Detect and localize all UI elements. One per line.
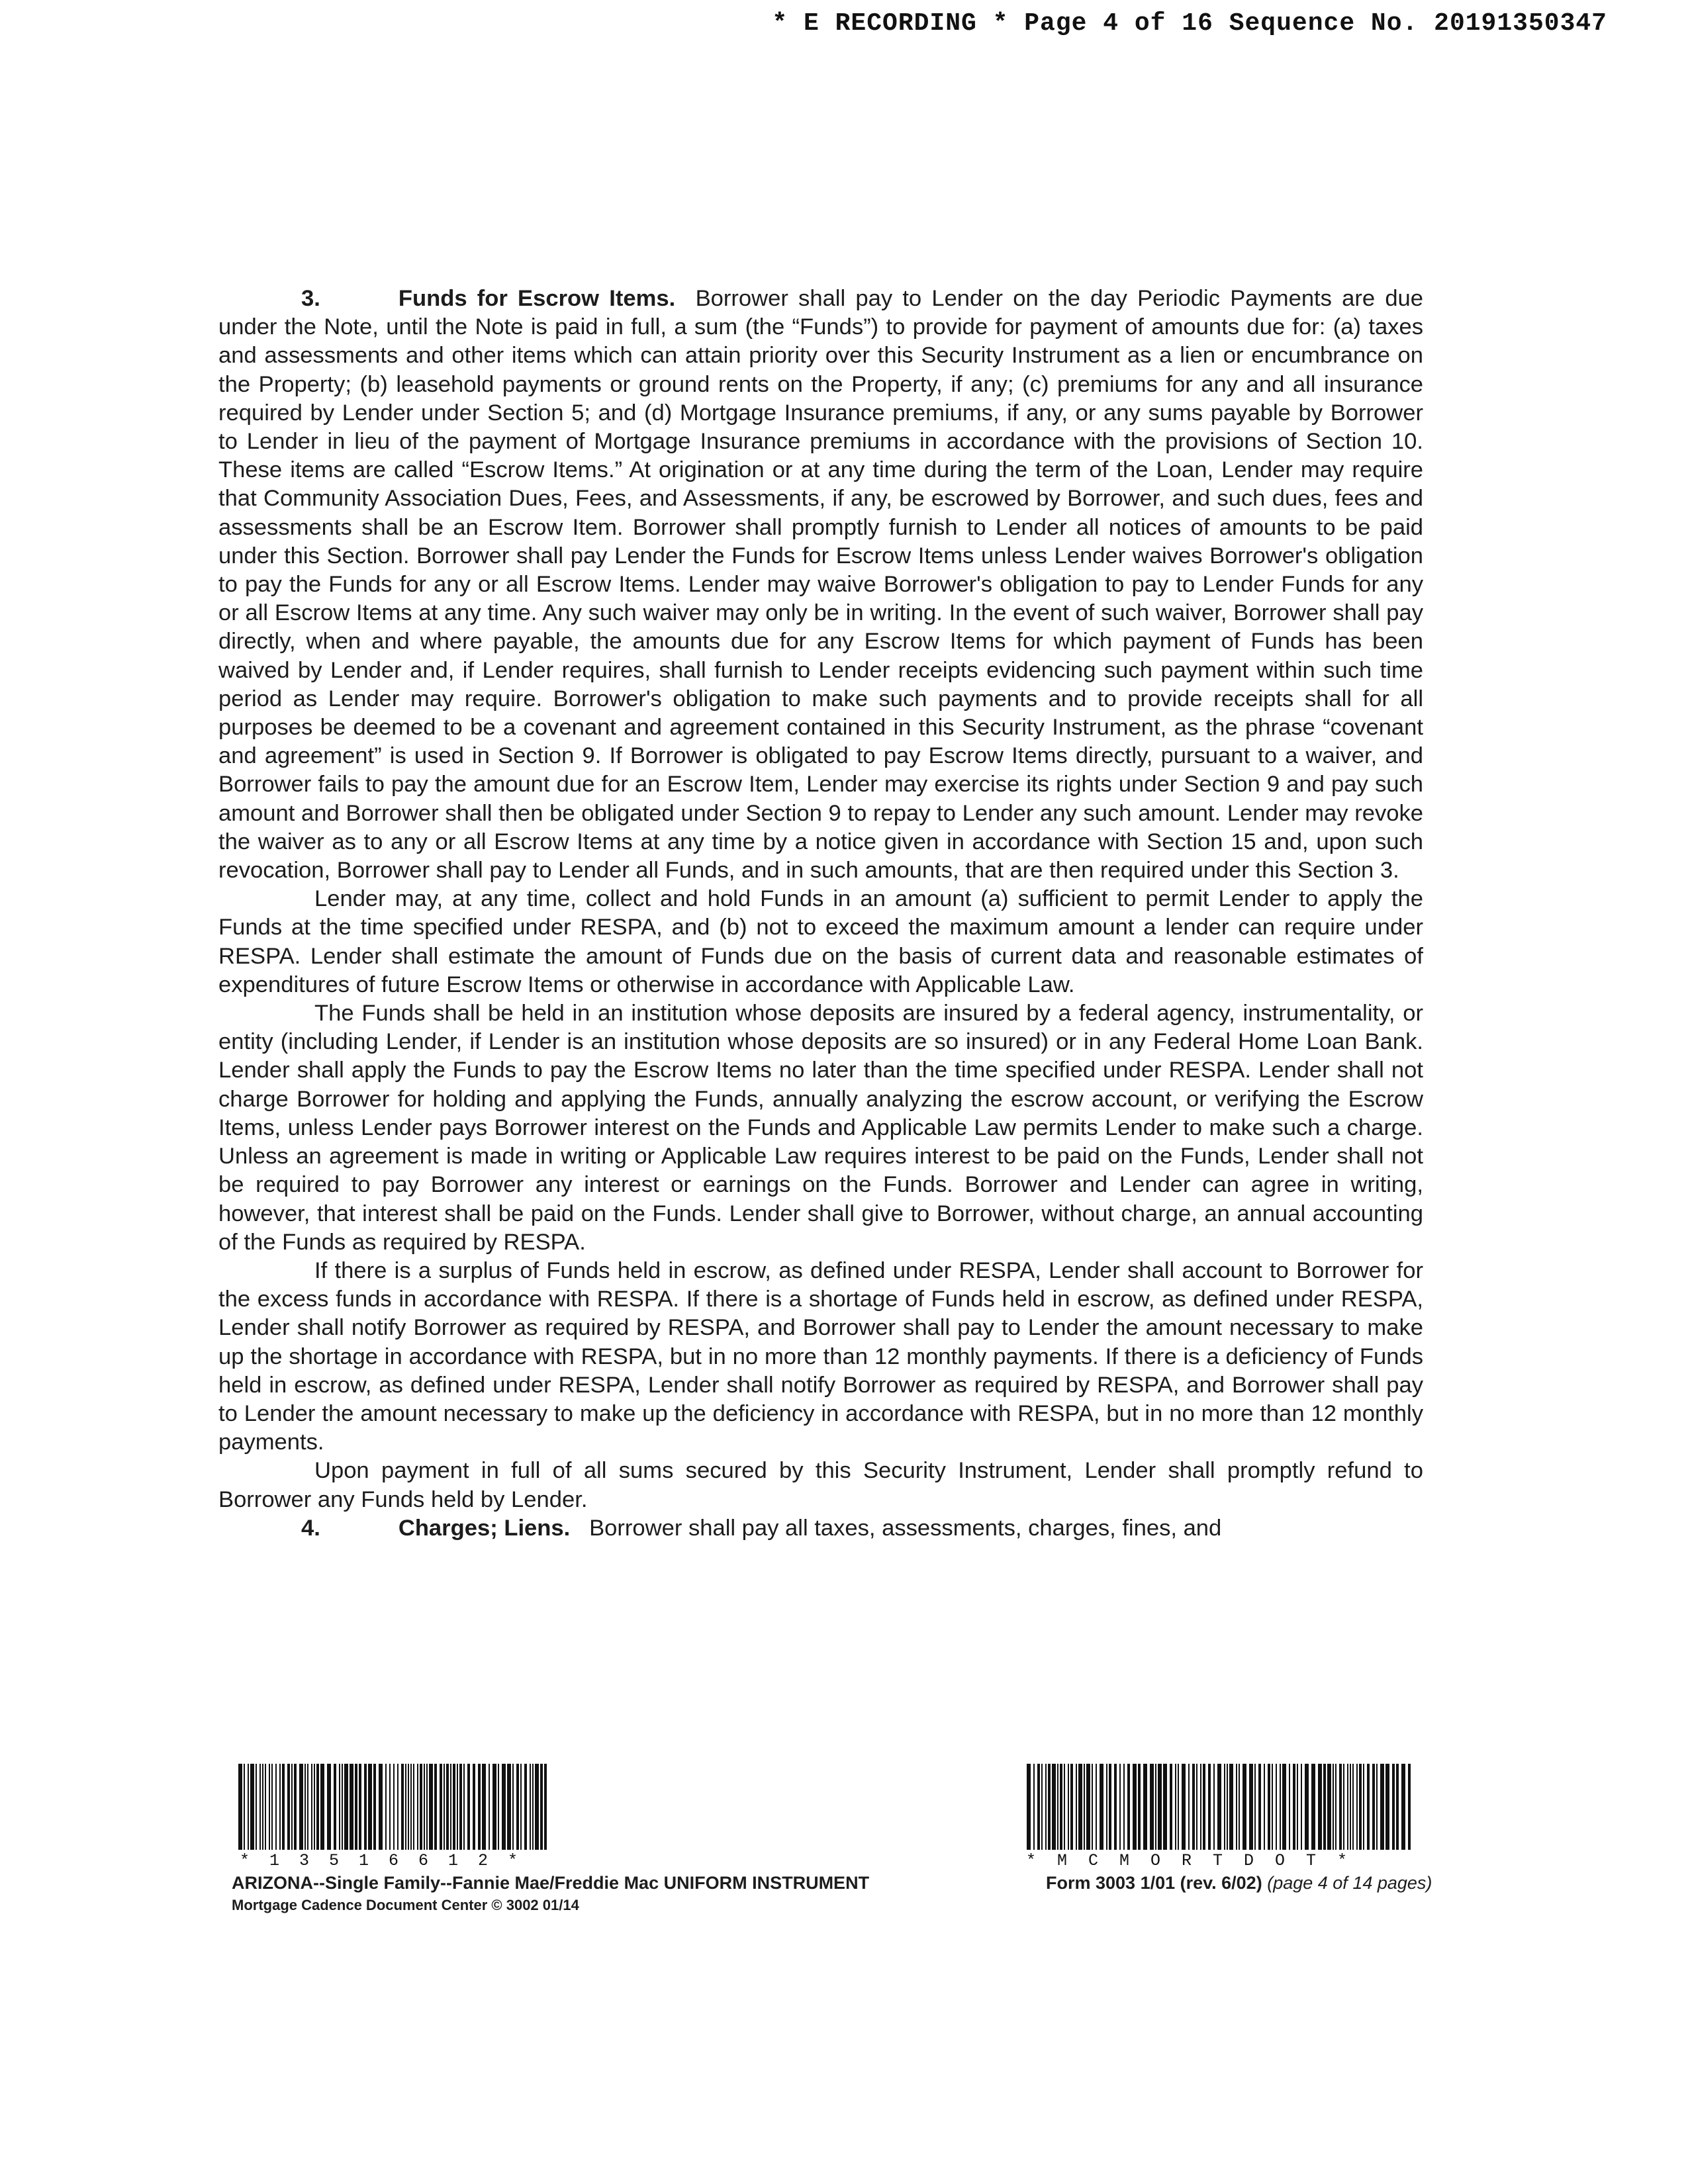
- barcode-bar: [1276, 1764, 1277, 1850]
- barcode-bar: [1318, 1764, 1322, 1850]
- barcode-bar: [1347, 1764, 1348, 1850]
- form-title: ARIZONA--Single Family--Fannie Mae/Freddie Mac UNIFORM INSTRUMENT: [232, 1873, 870, 1893]
- barcode-bar: [1236, 1764, 1237, 1850]
- barcode-bar: [1127, 1764, 1130, 1850]
- form-number: [1046, 1873, 1432, 1893]
- barcode-bar: [1178, 1764, 1179, 1850]
- barcode-bar: [389, 1764, 391, 1850]
- recording-header: * E RECORDING * Page 4 of 16 Sequence No. 20191350347: [772, 9, 1607, 38]
- barcode-bar: [393, 1764, 395, 1850]
- barcode-bar: [473, 1764, 475, 1850]
- barcode-bar: [334, 1764, 336, 1850]
- barcode-bar: [498, 1764, 499, 1850]
- barcode-bar: [265, 1764, 266, 1850]
- barcode-bar: [1213, 1764, 1215, 1850]
- barcode-left-caption: *13516612*: [240, 1851, 538, 1870]
- barcode-bar: [307, 1764, 308, 1850]
- barcode-bar: [248, 1764, 249, 1850]
- barcode-bar: [417, 1764, 418, 1850]
- barcode-bar: [1155, 1764, 1156, 1850]
- barcode-bar: [1133, 1764, 1137, 1850]
- barcode-bar: [1323, 1764, 1326, 1850]
- document-body: [218, 285, 1423, 1543]
- section-3-number: 3.: [301, 286, 320, 311]
- barcode-bar: [344, 1764, 348, 1850]
- barcode-bar: [1254, 1764, 1256, 1850]
- barcode-bar: [397, 1764, 399, 1850]
- barcode-bar: [1188, 1764, 1190, 1850]
- barcode-bar: [1076, 1764, 1077, 1850]
- barcode-bar: [1239, 1764, 1240, 1850]
- form-source: Mortgage Cadence Document Center © 3002 01/14: [232, 1897, 579, 1913]
- barcode-bar: [262, 1764, 263, 1850]
- barcode-bar: [379, 1764, 383, 1850]
- barcode-bar: [1045, 1764, 1047, 1850]
- barcode-bar: [294, 1764, 297, 1850]
- barcode-bar: [1249, 1764, 1253, 1850]
- barcode-bar: [1086, 1764, 1090, 1850]
- barcode-bar: [1268, 1764, 1270, 1850]
- form-id: Form 3003 1/01 (rev. 6/02): [1046, 1873, 1262, 1893]
- barcode-bar: [1150, 1764, 1154, 1850]
- barcode-bar: [373, 1764, 376, 1850]
- form-page-count: (page 4 of 14 pages): [1267, 1873, 1432, 1893]
- barcode-bar: [516, 1764, 519, 1850]
- barcode-bar: [1385, 1764, 1389, 1850]
- barcode-bar: [1217, 1764, 1221, 1850]
- barcode-bar: [1109, 1764, 1111, 1850]
- barcode-bar: [1048, 1764, 1051, 1850]
- barcode-bar: [1335, 1764, 1336, 1850]
- barcode-bar: [413, 1764, 414, 1850]
- barcode-bar: [350, 1764, 353, 1850]
- section-3-paragraph-3: The Funds shall be held in an institution whose deposits are insured by a federal agency, instrumentality, or entity (including Lender, if Lender is an institution whose deposits are so insured) or in any Federal Home Loan Bank. Lender shall apply the Funds to pay the Escrow Items no later than the time specified under RESPA. Lender shall not charge Borrower for holding and applying the Funds, annually analyzing the escrow account, or verifying the Escrow Items, unless Lender pays Borrower interest on the Funds and Applicable Law permits Lender to make such a charge. Unless an agreement is made in writing or Applicable Law requires interest to be paid on the Funds, Lender shall not be required to pay Borrower any interest or earnings on the Funds. Borrower and Lender can agree in writing, however, that interest shall be paid on the Funds. Lender shall give to Borrower, without charge, an annual accounting of the Funds as required by RESPA.: [218, 1001, 1423, 1255]
- barcode-bar: [492, 1764, 496, 1850]
- barcode-bar: [463, 1764, 465, 1850]
- barcode-bar: [1352, 1764, 1354, 1850]
- barcode-bar: [401, 1764, 404, 1850]
- section-3-heading: Funds for Escrow Items.: [398, 286, 676, 311]
- barcode-bar: [426, 1764, 428, 1850]
- barcode-bar: [1208, 1764, 1211, 1850]
- barcode-bar: [429, 1764, 433, 1850]
- barcode-bar: [446, 1764, 449, 1850]
- barcode-bar: [1064, 1764, 1065, 1850]
- barcode-bar: [444, 1764, 445, 1850]
- barcode-bar: [1143, 1764, 1147, 1850]
- barcode-bar: [512, 1764, 514, 1850]
- section-4-text: Borrower shall pay all taxes, assessments, charges, fines, and: [589, 1515, 1222, 1541]
- barcode-bar: [1339, 1764, 1342, 1850]
- barcode-bar: [1350, 1764, 1351, 1850]
- barcode-bar: [1027, 1764, 1031, 1850]
- barcode-bar: [282, 1764, 285, 1850]
- barcode-bar: [1200, 1764, 1201, 1850]
- barcode-bar: [1203, 1764, 1205, 1850]
- barcode-bar: [1359, 1764, 1362, 1850]
- barcode-bar: [540, 1764, 543, 1850]
- barcode-bar: [1392, 1764, 1395, 1850]
- barcode-bar: [450, 1764, 451, 1850]
- barcode-bar: [1182, 1764, 1186, 1850]
- barcode-bar: [342, 1764, 343, 1850]
- section-3-paragraph-2: Lender may, at any time, collect and hold Funds in an amount (a) sufficient to permit Lender to apply the Funds at the time specified under RESPA, and (b) not to exceed the maximum amount a lender can require under RESPA. Lender shall estimate the amount of Funds due on the basis of current data and reasonable estimates of expenditures of future Escrow Items or otherwise in accordance with Applicable Law.: [218, 886, 1423, 997]
- barcode-bar: [457, 1764, 458, 1850]
- barcode-bar: [1078, 1764, 1082, 1850]
- barcode-bar: [1396, 1764, 1399, 1850]
- barcode-bar: [459, 1764, 462, 1850]
- barcode-bar: [1380, 1764, 1384, 1850]
- barcode-bar: [259, 1764, 261, 1850]
- barcode-bar: [1401, 1764, 1405, 1850]
- barcode-left: [238, 1764, 551, 1850]
- barcode-bar: [424, 1764, 425, 1850]
- barcode-bar: [1272, 1764, 1273, 1850]
- barcode-bar: [305, 1764, 306, 1850]
- barcode-bar: [420, 1764, 422, 1850]
- barcode-bar: [405, 1764, 406, 1850]
- barcode-bar: [502, 1764, 506, 1850]
- barcode-bar: [269, 1764, 270, 1850]
- barcode-bar: [256, 1764, 257, 1850]
- barcode-bar: [1227, 1764, 1228, 1850]
- barcode-bar: [1170, 1764, 1172, 1850]
- barcode-bar: [520, 1764, 522, 1850]
- barcode-bar: [1106, 1764, 1107, 1850]
- barcode-bar: [1052, 1764, 1056, 1850]
- barcode-bar: [1243, 1764, 1246, 1850]
- barcode-bar: [1057, 1764, 1058, 1850]
- barcode-bar: [1327, 1764, 1331, 1850]
- barcode-right-caption: *MCMORTDOT*: [1026, 1851, 1369, 1870]
- barcode-bar: [291, 1764, 293, 1850]
- barcode-bar: [1305, 1764, 1309, 1850]
- barcode-bar: [1070, 1764, 1073, 1850]
- barcode-bar: [1311, 1764, 1315, 1850]
- barcode-bar: [238, 1764, 242, 1850]
- barcode-right: [1027, 1764, 1412, 1850]
- barcode-bar: [434, 1764, 437, 1850]
- section-3-paragraph-5: Upon payment in full of all sums secured by this Security Instrument, Lender shall promptly refund to Borrower any Funds held by Lender.: [218, 1458, 1423, 1512]
- barcode-bar: [1163, 1764, 1167, 1850]
- barcode-bar: [1293, 1764, 1295, 1850]
- section-3-paragraph-4: If there is a surplus of Funds held in escrow, as defined under RESPA, Lender shall account to Borrower for the excess funds in accordance with RESPA. If there is a shortage of Funds held in escrow, as defined under RESPA, Lender shall notify Borrower as required by RESPA, and Borrower shall pay to Lender the amount necessary to make up the shortage in accordance with RESPA, but in no more than 12 monthly payments. If there is a deficiency of Funds held in escrow, as defined under RESPA, Lender shall notify Borrower as required by RESPA, and Borrower shall pay to Lender the amount necessary to make up the deficiency in accordance with RESPA, but in no more than 12 monthly payments.: [218, 1257, 1423, 1455]
- barcode-bar: [359, 1764, 361, 1850]
- barcode-bar: [1068, 1764, 1069, 1850]
- barcode-bar: [287, 1764, 290, 1850]
- barcode-bar: [271, 1764, 273, 1850]
- barcode-bar: [489, 1764, 490, 1850]
- barcode-bar: [1138, 1764, 1141, 1850]
- barcode-bar: [1408, 1764, 1411, 1850]
- barcode-bar: [1376, 1764, 1378, 1850]
- barcode-bar: [1096, 1764, 1097, 1850]
- barcode-bar: [1114, 1764, 1117, 1850]
- barcode-bar: [250, 1764, 254, 1850]
- barcode-bar: [1060, 1764, 1062, 1850]
- barcode-bar: [532, 1764, 534, 1850]
- barcode-bar: [1192, 1764, 1195, 1850]
- barcode-bar: [368, 1764, 372, 1850]
- barcode-bar: [299, 1764, 303, 1850]
- barcode-bar: [1367, 1764, 1370, 1850]
- barcode-bar: [1356, 1764, 1358, 1850]
- barcode-bar: [410, 1764, 412, 1850]
- barcode-bar: [1289, 1764, 1290, 1850]
- barcode-bar: [1301, 1764, 1302, 1850]
- barcode-bar: [1196, 1764, 1197, 1850]
- barcode-bar: [440, 1764, 442, 1850]
- barcode-bar: [467, 1764, 470, 1850]
- barcode-bar: [544, 1764, 547, 1850]
- barcode-bar: [311, 1764, 312, 1850]
- barcode-bar: [314, 1764, 315, 1850]
- section-4-number: 4.: [301, 1515, 320, 1541]
- barcode-bar: [1372, 1764, 1375, 1850]
- barcode-bar: [244, 1764, 245, 1850]
- barcode-bar: [275, 1764, 277, 1850]
- barcode-bar: [1333, 1764, 1334, 1850]
- barcode-bar: [1229, 1764, 1233, 1850]
- barcode-bar: [316, 1764, 319, 1850]
- barcode-bar: [1363, 1764, 1364, 1850]
- barcode-bar: [1297, 1764, 1298, 1850]
- barcode-bar: [364, 1764, 367, 1850]
- barcode-bar: [1084, 1764, 1085, 1850]
- barcode-bar: [453, 1764, 455, 1850]
- section-3-paragraph-1: [218, 285, 1423, 885]
- section-4-paragraph: [218, 1514, 1423, 1543]
- barcode-bar: [535, 1764, 539, 1850]
- barcode-bar: [320, 1764, 324, 1850]
- barcode-bar: [1343, 1764, 1344, 1850]
- barcode-bar: [1100, 1764, 1103, 1850]
- barcode-bar: [1282, 1764, 1286, 1850]
- barcode-bar: [327, 1764, 331, 1850]
- barcode-bar: [1264, 1764, 1265, 1850]
- barcode-bar: [355, 1764, 357, 1850]
- barcode-bar: [385, 1764, 387, 1850]
- barcode-bar: [1175, 1764, 1176, 1850]
- section-3-text: Borrower shall pay to Lender on the day Periodic Payments are due under the Note, until the Note is paid in full, a sum (the “Funds”) to provide for payment of amounts due for: (a) taxes and assessments and other items which can attain priority over this Security Instrument as a lien or encumbrance on the Property; (b) leasehold payments or ground rents on the Property, if any; (c) premiums for any and all insurance required by Lender under Section 5; and (d) Mortgage Insurance premiums, if any, or any sums payable by Borrower to Lender in lieu of the payment of Mortgage Insurance premiums in accordance with the provisions of Section 10. These items are called “Escrow Items.” At origination or at any time during the term of the Loan, Lender may require that Community Association Dues, Fees, and Assessments, if any, be escrowed by Borrower, and such dues, fees and assessments shall be an Escrow Item. Borrower shall promptly furnish to Lender all notices of amounts to be paid under this Section. Borrower shall pay Lender the Funds for Escrow Items unless Lender waives Borrower's obligation to pay the Funds for any or all Escrow Items. Lender may waive Borrower's obligation to pay to Lender Funds for any or all Escrow Items at any time. Any such waiver may only be in writing. In the event of such waiver, Borrower shall pay directly, when and where payable, the amounts due for any Escrow Items for which payment of Funds has been waived by Lender and, if Lender requires, shall furnish to Lender receipts evidencing such payment within such time period as Lender may require. Borrower's obligation to make such payments and to provide receipts shall for all purposes be deemed to be a covenant and agreement contained in this Security Instrument, as the phrase “covenant and agreement” is used in Section 9. If Borrower is obligated to pay Escrow Items directly, pursuant to a waiver, and Borrower fails to pay the amount due for an Escrow Item, Lender may exercise its rights under Section 9 and pay such amount and Borrower shall then be obligated under Section 9 to repay to Lender any such amount. Lender may revoke the waiver as to any or all Escrow Items at any time by a notice given in accordance with Section 15 and, upon such revocation, Borrower shall pay to Lender all Funds, and in such amounts, that are then required under this Section 3.: [218, 286, 1424, 884]
- barcode-bar: [1033, 1764, 1035, 1850]
- barcode-bar: [482, 1764, 486, 1850]
- barcode-bar: [1037, 1764, 1040, 1850]
- section-4-heading: Charges; Liens.: [398, 1515, 571, 1541]
- barcode-bar: [279, 1764, 281, 1850]
- barcode-bar: [1224, 1764, 1225, 1850]
- barcode-bar: [1092, 1764, 1093, 1850]
- barcode-bar: [478, 1764, 481, 1850]
- barcode-bar: [1258, 1764, 1261, 1850]
- barcode-bar: [1158, 1764, 1162, 1850]
- barcode-bar: [1041, 1764, 1043, 1850]
- barcode-bar: [524, 1764, 527, 1850]
- barcode-bar: [408, 1764, 409, 1850]
- barcode-bar: [507, 1764, 511, 1850]
- barcode-bar: [530, 1764, 531, 1850]
- barcode-bar: [1280, 1764, 1281, 1850]
- barcode-bar: [1119, 1764, 1121, 1850]
- barcode-bar: [339, 1764, 340, 1850]
- barcode-bar: [1123, 1764, 1125, 1850]
